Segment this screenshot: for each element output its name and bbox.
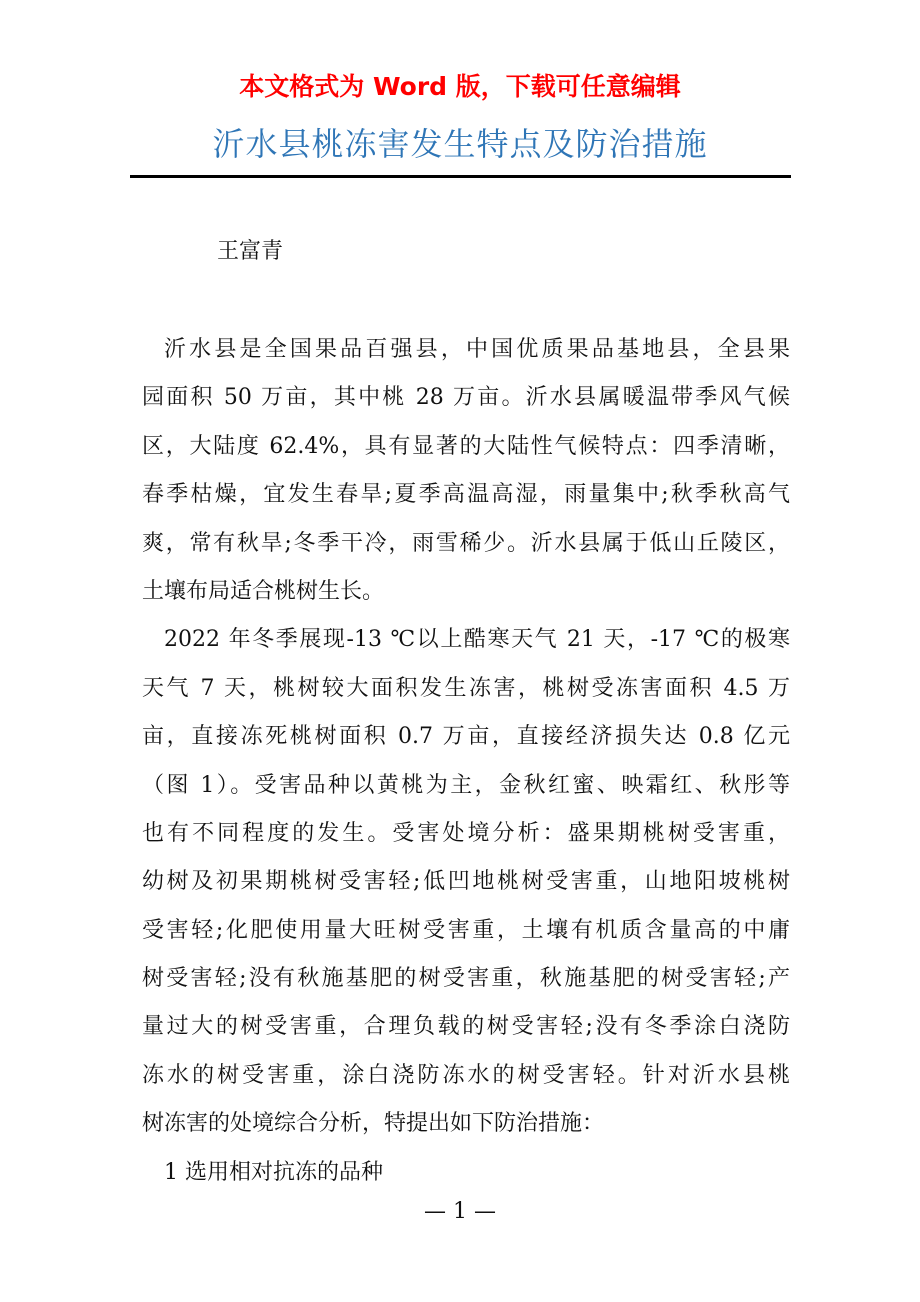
text-line: 亩，直接冻死桃树面积 0.7 万亩，直接经济损失达 0.8 亿元: [142, 724, 790, 750]
editable-notice-banner: 本文格式为 Word 版，下载可任意编辑: [239, 72, 681, 101]
text-line: 树受害轻;没有秋施基肥的树受害重，秋施基肥的树受害轻;产: [142, 966, 790, 992]
document-title: 沂水县桃冻害发生特点及防治措施: [212, 125, 708, 163]
text-line: 2022 年冬季展现-13 ℃以上酷寒天气 21 天，-17 ℃的极寒: [164, 627, 790, 653]
section-heading: 1 选用相对抗冻的品种: [164, 1159, 383, 1185]
text-line: 幼树及初果期桃树受害轻;低凹地桃树受害重，山地阳坡桃树: [142, 869, 790, 895]
text-line: 爽，常有秋旱;冬季干冷，雨雪稀少。沂水县属于低山丘陵区，: [142, 530, 790, 556]
text-line: 天气 7 天，桃树较大面积发生冻害，桃树受冻害面积 4.5 万: [142, 675, 790, 701]
text-line: 土壤布局适合桃树生长。: [142, 578, 385, 604]
text-line: 也有不同程度的发生。受害处境分析：盛果期桃树受害重，: [142, 820, 790, 846]
title-divider: [130, 175, 791, 178]
text-line: 园面积 50 万亩，其中桃 28 万亩。沂水县属暖温带季风气候: [142, 385, 790, 411]
text-line: 区，大陆度 62.4%，具有显著的大陆性气候特点：四季清晰，: [142, 433, 790, 459]
document-body: [142, 333, 790, 1204]
author-name: 王富青: [217, 239, 284, 264]
text-line: 树冻害的处境综合分析，特提出如下防治措施：: [142, 1111, 605, 1137]
paragraph-damage: [142, 623, 790, 1155]
text-line: （图 1）。受害品种以黄桃为主，金秋红蜜、映霜红、秋彤等: [142, 772, 790, 798]
paragraph-intro: [142, 333, 790, 623]
text-line: 冻水的树受害重，涂白浇防冻水的树受害轻。针对沂水县桃: [142, 1062, 790, 1088]
text-line: 量过大的树受害重，合理负载的树受害轻;没有冬季涂白浇防: [142, 1014, 790, 1040]
text-line: 沂水县是全国果品百强县，中国优质果品基地县，全县果: [164, 337, 790, 362]
text-line: 受害轻;化肥使用量大旺树受害重，土壤有机质含量高的中庸: [142, 917, 790, 943]
text-line: 春季枯燥，宜发生春旱;夏季高温高湿，雨量集中;秋季秋高气: [142, 482, 790, 508]
page-number: — 1 —: [424, 1199, 496, 1224]
